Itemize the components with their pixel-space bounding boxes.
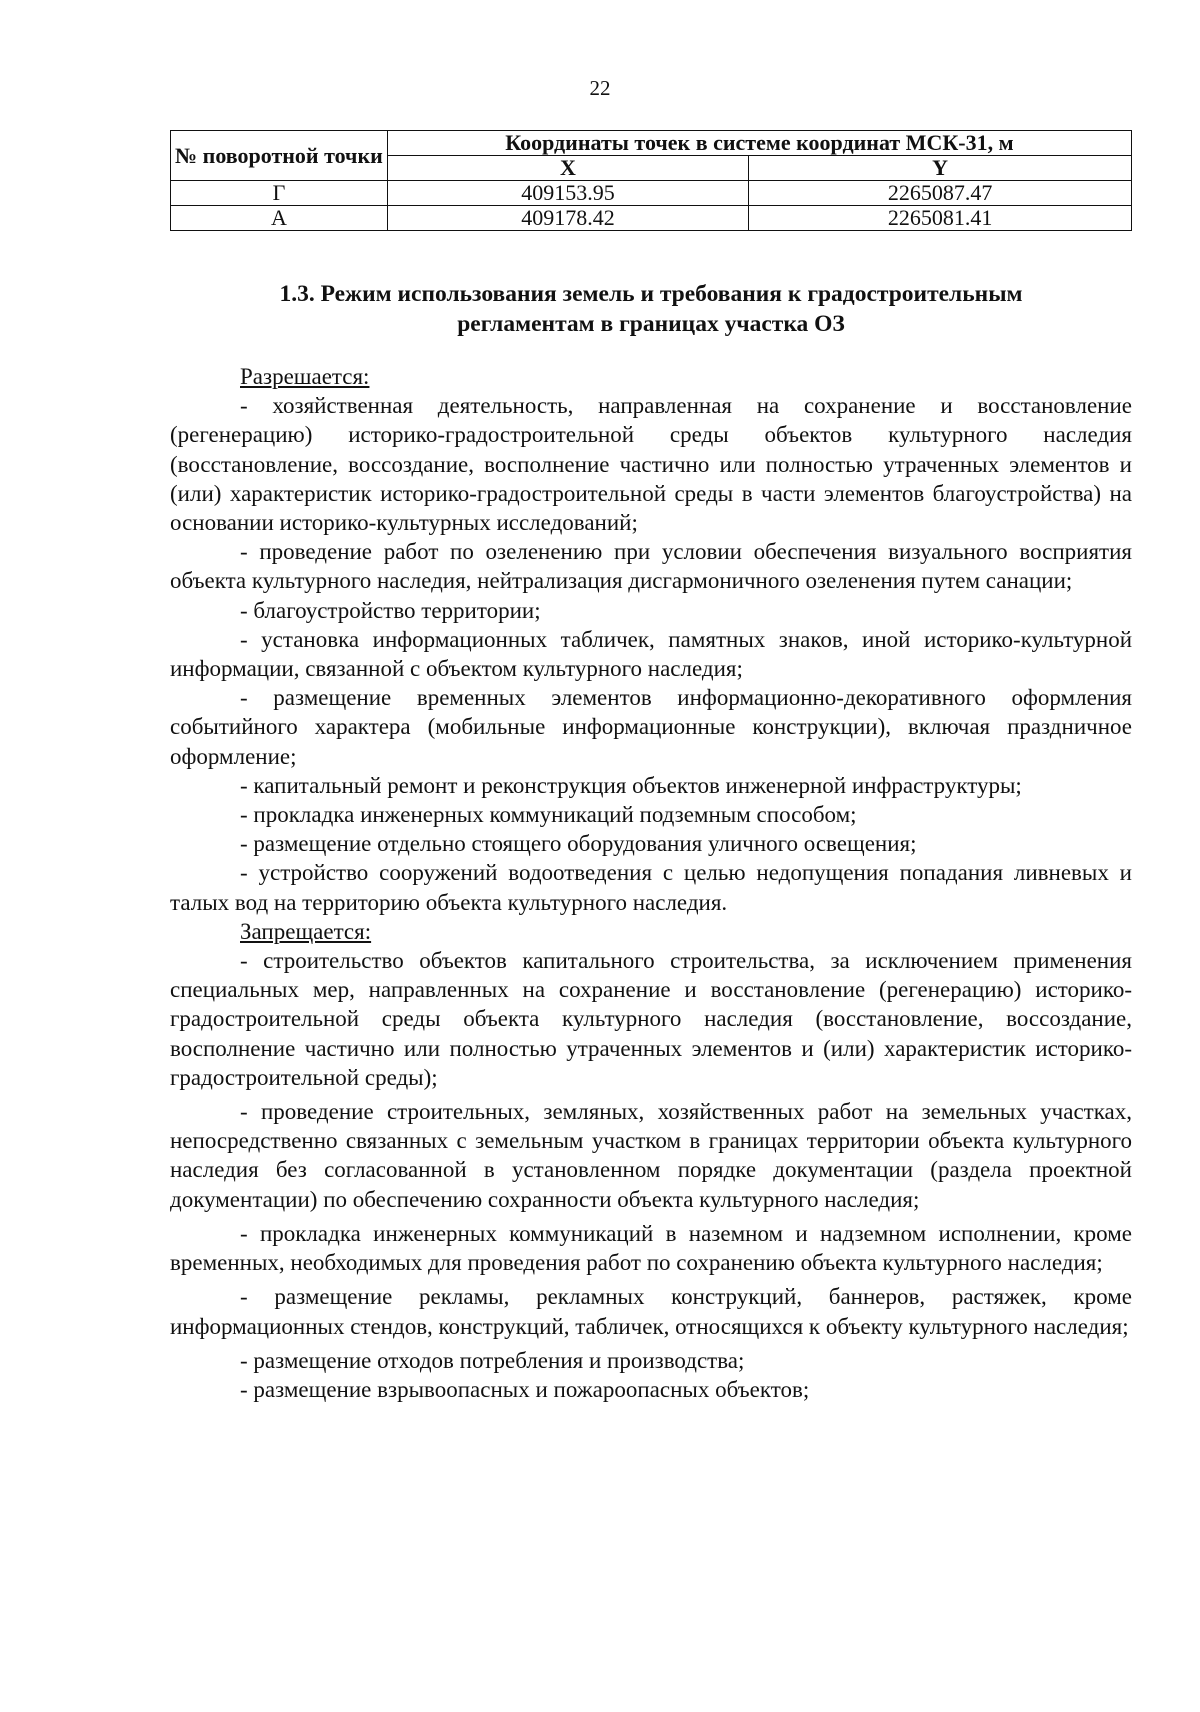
allowed-item: - прокладка инженерных коммуникаций подземным способом; (240, 802, 857, 828)
forbidden-heading: Запрещается: (240, 918, 372, 944)
allowed-item: - размещение временных элементов информационно-декоративного оформления событийного характера (мобильные информационные конструкции), включая праздничное оформление; (170, 685, 1132, 769)
cell-x: 409178.42 (387, 206, 748, 231)
forbidden-item: - проведение строительных, земляных, хозяйственных работ на земельных участках, непосредственно связанных с земельным участком в границах территории объекта культурного наследия без согласованной в установленном порядке документации (раздела проектной документации) по обеспечению сохранности объекта культурного наследия; (170, 1099, 1132, 1212)
section-title-line-2: регламентам в границах участка ОЗ (457, 311, 845, 337)
document-body (170, 362, 1132, 1404)
table-row (171, 206, 1132, 231)
allowed-item: - благоустройство территории; (240, 597, 541, 623)
allowed-item: - хозяйственная деятельность, направленная на сохранение и восстановление (регенерацию) историко-градостроительной среды объектов культурного наследия (восстановление, воссоздание, восполнение частично или полностью утраченных элементов и (или) характеристик историко-градостроительной среды в части элементов благоустройства) на основании историко-культурных исследований; (170, 393, 1132, 536)
forbidden-item: - размещение взрывоопасных и пожароопасных объектов; (240, 1376, 810, 1402)
allowed-heading: Разрешается: (240, 364, 370, 389)
table-header-row (171, 131, 1132, 156)
forbidden-item: - размещение рекламы, рекламных конструкций, баннеров, растяжек, кроме информационных стендов, конструкций, табличек, относящихся к объекту культурного наследия; (170, 1284, 1132, 1339)
allowed-item: - размещение отдельно стоящего оборудования уличного освещения; (240, 831, 917, 857)
cell-point: А (171, 206, 388, 231)
forbidden-item: - размещение отходов потребления и производства; (240, 1347, 745, 1373)
table-row (171, 181, 1132, 206)
coordinates-table (170, 130, 1132, 231)
allowed-item: - устройство сооружений водоотведения с целью недопущения попадания ливневых и талых вод на территорию объекта культурного наследия. (170, 860, 1132, 915)
header-y: Y (749, 156, 1132, 181)
section-title-line-1: 1.3. Режим использования земель и требования к градостроительным (279, 281, 1023, 307)
cell-point: Г (171, 181, 388, 206)
page-number: 22 (589, 76, 611, 100)
header-coordinates: Координаты точек в системе координат МСК-31, м (387, 131, 1131, 156)
forbidden-item: - прокладка инженерных коммуникаций в наземном и надземном исполнении, кроме временных, необходимых для проведения работ по сохранению объекта культурного наследия; (170, 1220, 1132, 1276)
allowed-item: - установка информационных табличек, памятных знаков, иной историко-культурной информации, связанной с объектом культурного наследия; (170, 626, 1132, 682)
allowed-item: - капитальный ремонт и реконструкция объектов инженерной инфраструктуры; (240, 772, 1022, 798)
header-x: X (387, 156, 748, 181)
cell-x: 409153.95 (387, 181, 748, 206)
cell-y: 2265081.41 (749, 206, 1132, 231)
cell-y: 2265087.47 (749, 181, 1132, 206)
section-title (170, 279, 1132, 339)
header-point-number: № поворотной точки (171, 131, 388, 181)
forbidden-item: - строительство объектов капитального строительства, за исключением применения специальных мер, направленных на сохранение и восстановление (регенерацию) историко-градостроительной среды объекта культурного наследия (восстановление, воссоздание, восполнение частично или полностью утраченных элементов и (или) характеристик историко-градостроительной среды); (170, 948, 1132, 1090)
allowed-item: - проведение работ по озеленению при условии обеспечения визуального восприятия объекта культурного наследия, нейтрализация дисгармоничного озеленения путем санации; (170, 539, 1132, 594)
